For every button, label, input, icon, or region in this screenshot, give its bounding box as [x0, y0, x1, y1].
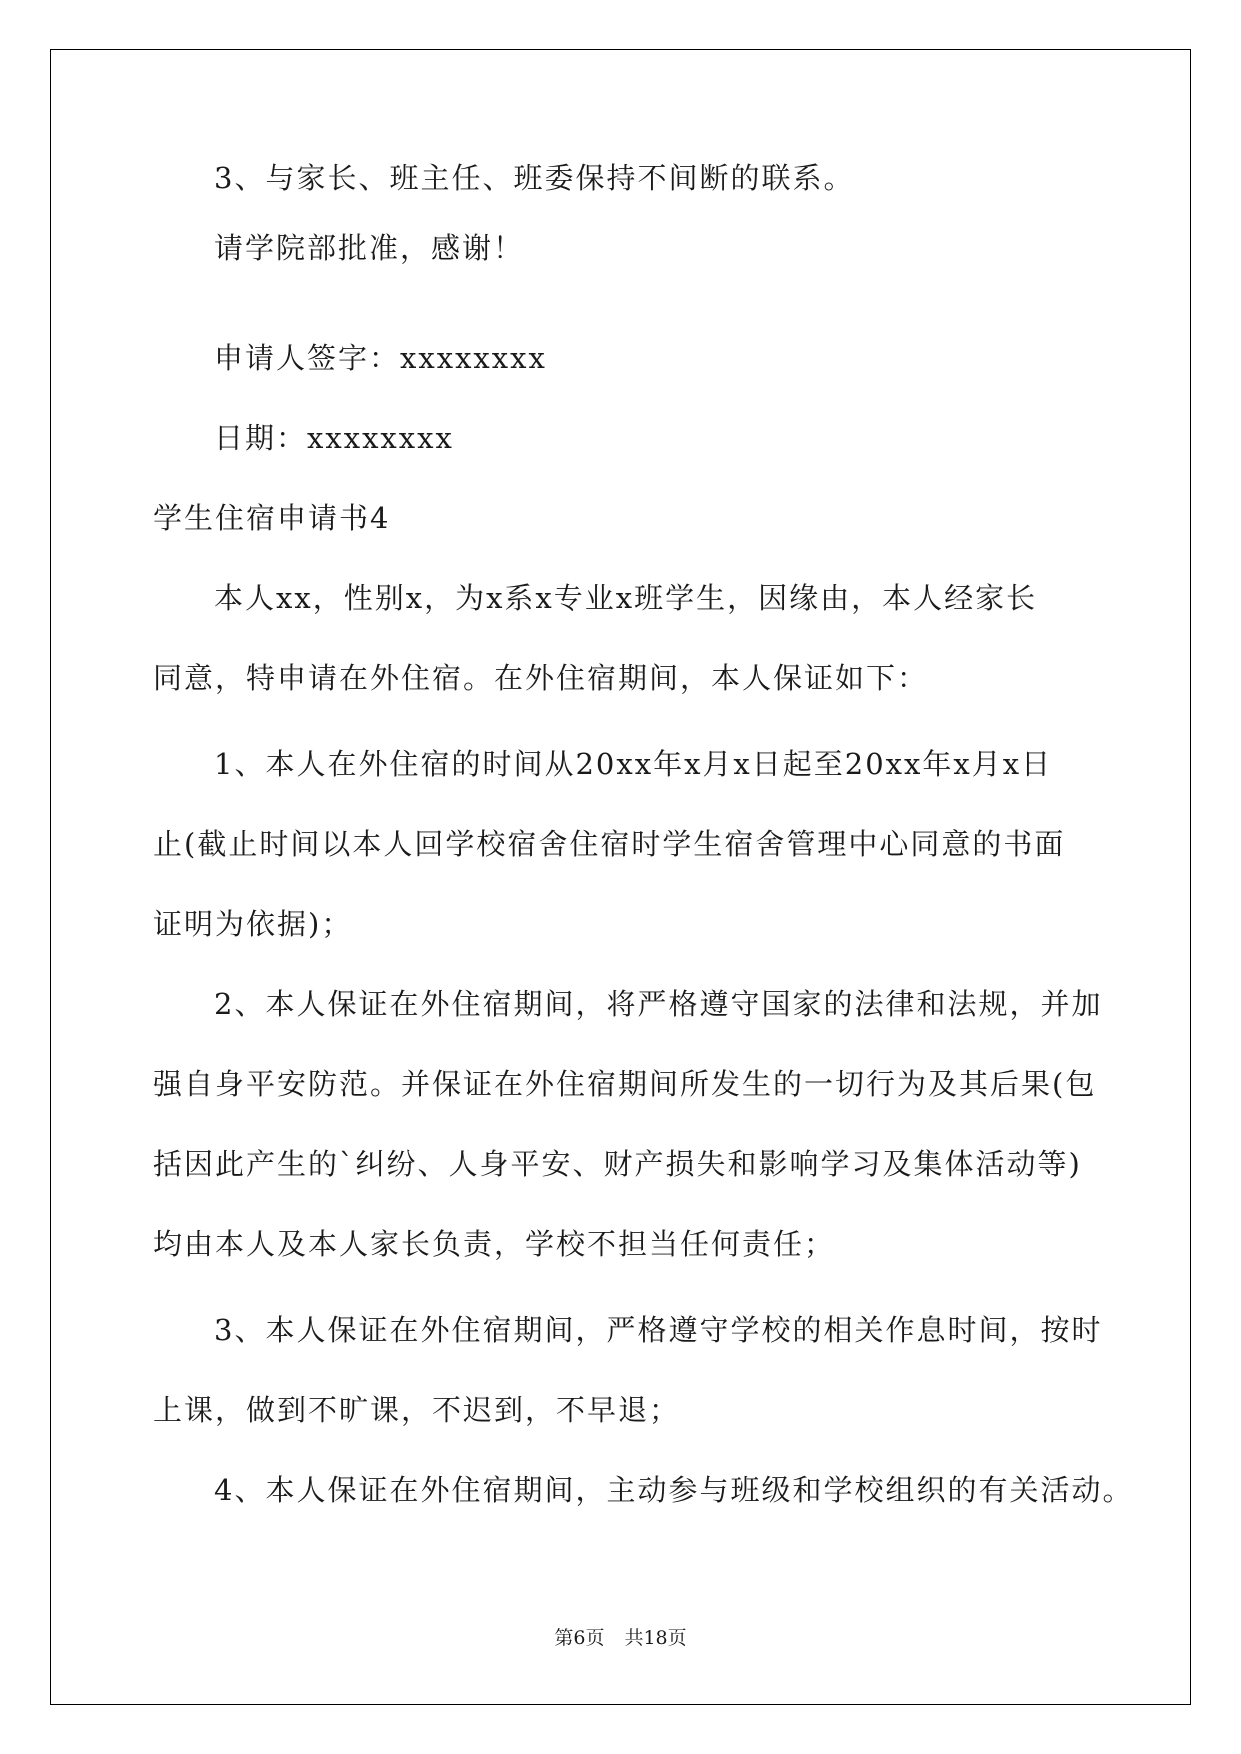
text-line: 请学院部批准，感谢！ [214, 231, 525, 265]
text-line: 1、本人在外住宿的时间从20xx年x月x日起至20xx年x月x日 [214, 747, 1053, 781]
section-title: 学生住宿申请书4 [153, 501, 391, 535]
signature-line: 申请人签字：xxxxxxxx [214, 341, 547, 375]
text-line: 括因此产生的`纠纷、人身平安、财产损失和影响学习及集体活动等) [153, 1147, 1082, 1181]
text-line: 均由本人及本人家长负责，学校不担当任何责任； [153, 1227, 836, 1261]
text-line: 证明为依据)； [153, 907, 353, 941]
text-line: 本人xx，性别x，为x系x专业x班学生，因缘由，本人经家长 [214, 581, 1038, 615]
text-line: 4、本人保证在外住宿期间，主动参与班级和学校组织的有关活动。 [214, 1473, 1134, 1507]
text-line: 止(截止时间以本人回学校宿舍住宿时学生宿舍管理中心同意的书面 [153, 827, 1066, 861]
date-line: 日期：xxxxxxxx [214, 421, 454, 455]
page-total: 共18页 [624, 1627, 687, 1649]
text-line: 3、与家长、班主任、班委保持不间断的联系。 [214, 161, 855, 195]
text-line: 强自身平安防范。并保证在外住宿期间所发生的一切行为及其后果(包 [153, 1067, 1097, 1101]
page-number: 第6页 [554, 1627, 605, 1649]
text-line: 同意，特申请在外住宿。在外住宿期间，本人保证如下： [153, 661, 929, 695]
page-border [50, 49, 1191, 1705]
text-line: 上课，做到不旷课，不迟到，不早退； [153, 1393, 681, 1427]
text-line: 3、本人保证在外住宿期间，严格遵守学校的相关作息时间，按时 [214, 1313, 1103, 1347]
page-footer [0, 1626, 1241, 1650]
text-line: 2、本人保证在外住宿期间，将严格遵守国家的法律和法规，并加 [214, 987, 1103, 1021]
